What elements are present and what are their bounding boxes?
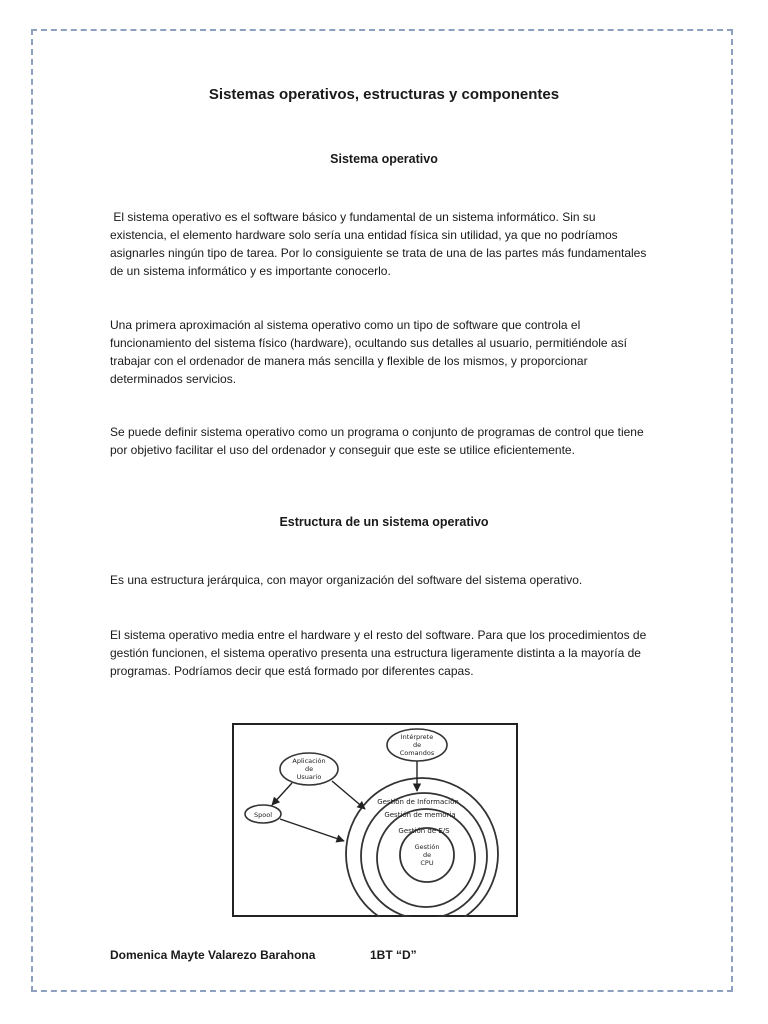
layer-informacion-label: Gestión de Información [377, 798, 459, 806]
spool-label: Spool [253, 811, 273, 819]
paragraph-layers: El sistema operativo media entre el hardware y el resto del software. Para que los procedimientos de gestión funcionen, el sistema operativo presenta una estructura ligeramente distinta a la mayoría de programas. Podríamos decir que está formado por diferentes capas. [110, 628, 647, 678]
interprete-label-1: Intérprete [400, 733, 434, 741]
aplicacion-label-1: Aplicación [292, 757, 326, 765]
paragraph-approximation: Una primera aproximación al sistema operativo como un tipo de software que controla el funcionamiento del sistema físico (hardware), ocultando sus detalles al usuario, permitiéndole así trabajar con el ordenador de manera más sencilla y flexible de los mismos, y proporcionar determinados servicios. [110, 318, 627, 386]
interprete-label-2: de [412, 741, 422, 749]
core-cpu-label-3: CPU [420, 859, 434, 867]
layer-es-label: Gestión de E/S [398, 827, 450, 835]
os-structure-diagram [232, 723, 518, 917]
section-heading-estructura: Estructura de un sistema operativo [279, 515, 489, 529]
author-name: Domenica Mayte Valarezo Barahona [110, 948, 316, 962]
aplicacion-label-3: Usuario [296, 773, 322, 781]
paragraph-definition [110, 208, 650, 280]
paragraph-program-definition: Se puede definir sistema operativo como un programa o conjunto de programas de control que tiene por objetivo facilitar el uso del ordenador y conseguir que este se utilice eficientemente. [110, 425, 644, 457]
aplicacion-label-2: de [304, 765, 314, 773]
layer-memoria-label: Gestión de memoria [384, 811, 456, 819]
interprete-label-3: Comandos [399, 749, 435, 757]
paragraph-hierarchy: Es una estructura jerárquica, con mayor organización del software del sistema operativo. [110, 573, 583, 587]
document-title: Sistemas operativos, estructuras y componentes [208, 86, 560, 103]
core-cpu-label-1: Gestión [414, 843, 440, 851]
core-cpu-label-2: de [422, 851, 432, 859]
paragraph-definition-rest: es el software básico y fundamental de un sistema informático. Sin su existencia, el elemento hardware solo sería una entidad física sin utilidad, ya que no podríamos asignarles ningún tipo de tarea. Por lo consiguiente se trata de una de las partes más fundamentales de un sistema informático y es importante conocerlo. [110, 210, 647, 278]
course-label: 1BT “D” [370, 948, 417, 962]
paragraph-definition-lead: El sistema operativo [113, 210, 222, 224]
section-heading-sistema-operativo: Sistema operativo [330, 152, 438, 166]
